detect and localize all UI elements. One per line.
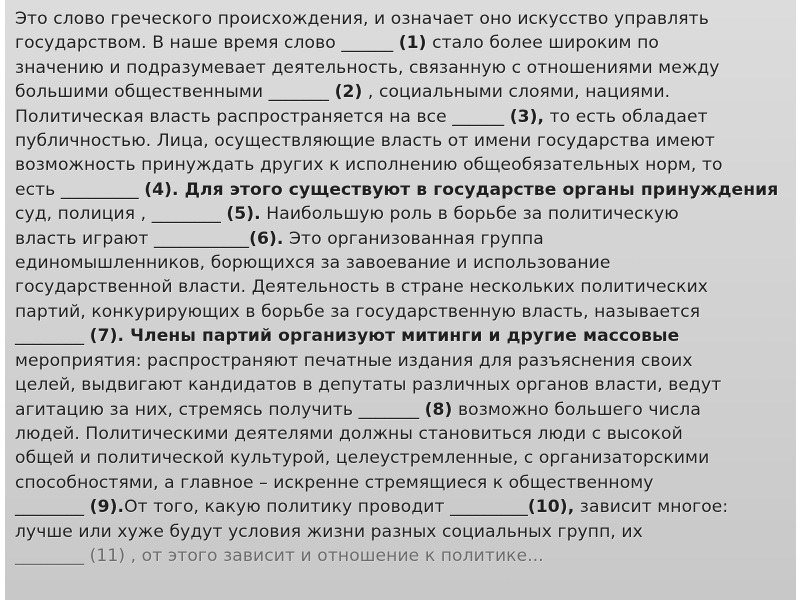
- text-line-23-content: ________ (11) , от этого зависит и отношение к политике...: [15, 545, 544, 566]
- text-line-17-rest: возможно большего числа: [452, 399, 701, 420]
- text-line-20: [15, 471, 800, 495]
- blank-number-2: (2): [334, 82, 363, 103]
- text-line-9-rest: Наибольшую роль в борьбе за политическую: [260, 204, 679, 225]
- blank-number-4: (4).: [144, 179, 179, 200]
- text-line-14-rest: Члены партий организуют митинги и другие массовые: [124, 326, 680, 347]
- text-line-1: [15, 7, 800, 31]
- text-line-11: [15, 251, 800, 275]
- text-line-10-rest: Это организованная группа: [283, 228, 544, 249]
- text-line-14: [15, 324, 800, 348]
- text-line-2-rest: стало более широким по: [426, 33, 659, 54]
- blank-number-7: (7).: [89, 326, 125, 347]
- text-line-6-content: публичностью. Лица, осуществляющие власть от имени государства имеют: [15, 131, 715, 152]
- text-line-4-rest: , социальными слоями, нациями.: [362, 82, 671, 103]
- text-line-18: [15, 422, 800, 446]
- text-line-22-content: лучше или хуже будут условия жизни разных социальных групп, их: [15, 521, 643, 542]
- text-line-7: [15, 153, 800, 177]
- text-line-9: [15, 202, 800, 226]
- text-line-16: [15, 373, 800, 397]
- text-line-18-content: людей. Политическими деятелями должны становиться люди с высокой: [15, 423, 683, 444]
- text-line-2-content: государством. В наше время слово ______: [15, 33, 399, 54]
- text-line-22: [15, 520, 800, 544]
- text-line-5-rest: то есть обладает: [544, 106, 708, 127]
- text-line-6: [15, 129, 800, 153]
- text-line-4-content: большими общественными _______: [15, 82, 335, 103]
- blank-number-5: (5).: [226, 204, 261, 225]
- text-line-13: [15, 300, 800, 324]
- text-line-11-content: единомышленников, борющихся за завоевание и использование: [15, 253, 611, 274]
- text-line-21-content: ________: [15, 497, 90, 518]
- blank-number-8: (8): [424, 399, 453, 420]
- text-line-21: [15, 495, 800, 519]
- blank-number-10: (10),: [527, 497, 575, 518]
- blank-number-3: (3),: [509, 106, 545, 127]
- text-line-19: [15, 446, 800, 470]
- text-line-19-content: общей и политической культурой, целеустремленные, с организаторскими: [15, 448, 710, 469]
- text-line-17: [15, 398, 800, 422]
- text-line-5: [15, 105, 800, 129]
- text-line-23: [15, 544, 800, 568]
- text-line-15-content: мероприятия: распространяют печатные издания для разъяснения своих: [15, 350, 693, 371]
- blank-number-1: (1): [398, 33, 427, 54]
- text-line-2: [15, 31, 800, 55]
- text-line-13-content: партий, конкурирующих в борьбе за государственную власть, называется: [15, 301, 701, 322]
- text-line-7-content: возможность принуждать других к исполнению общеобязательных норм, то: [15, 155, 723, 176]
- text-line-12: [15, 275, 800, 299]
- text-line-1-content: Это слово греческого происхождения, и означает оно искусство управлять: [15, 9, 709, 29]
- text-line-21-rest: От того, какую политику проводит _________: [124, 497, 528, 518]
- text-line-10-content: власть играют ___________: [15, 228, 250, 249]
- text-line-16-content: целей, выдвигают кандидатов в депутаты различных органов власти, ведут: [15, 375, 722, 396]
- text-line-21-rest2: зависит многое:: [574, 497, 729, 518]
- text-line-8-content: есть _________: [15, 179, 145, 200]
- text-line-8: [15, 178, 800, 202]
- blank-number-6: (6).: [249, 228, 284, 249]
- text-line-14-content: ________: [15, 326, 90, 347]
- text-line-3: [15, 56, 800, 80]
- blank-number-9: (9).: [89, 497, 125, 518]
- text-line-12-content: государственной власти. Деятельность в стране нескольких политических: [15, 277, 709, 298]
- text-line-9-content: суд, полиция , ________: [15, 204, 227, 225]
- text-line-4: [15, 80, 800, 104]
- text-line-17-content: агитацию за них, стремясь получить _______: [15, 399, 425, 420]
- text-line-3-content: значению и подразумевает деятельность, связанную с отношениями между: [15, 57, 720, 78]
- text-line-10: [15, 227, 800, 251]
- text-line-20-content: способностями, а главное – искренне стремящиеся к общественному: [15, 472, 654, 493]
- text-line-15: [15, 349, 800, 373]
- text-line-5-content: Политическая власть распространяется на все ______: [15, 106, 510, 127]
- text-line-8-rest: Для этого существуют в государстве органы принуждения: [178, 179, 779, 200]
- body-text: [15, 7, 800, 568]
